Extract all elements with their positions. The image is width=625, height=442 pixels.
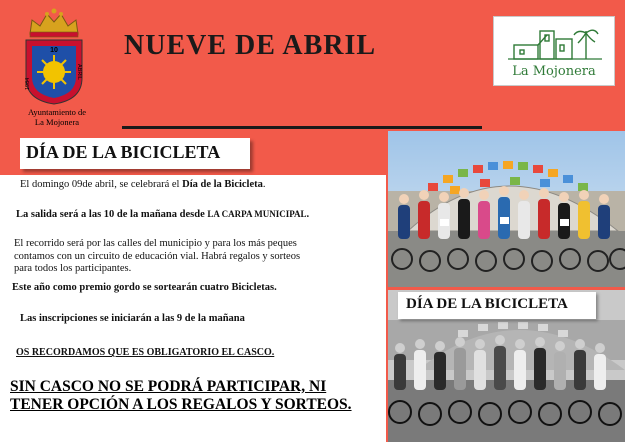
event-date-text: El domingo 09de abril, se celebrará el	[20, 179, 183, 190]
event-name-bold: Día de la Bicicleta	[182, 179, 263, 190]
municipality-logo	[493, 16, 615, 86]
event-date-suffix: .	[262, 179, 266, 190]
event-title: DÍA DE LA BICICLETA	[20, 138, 250, 169]
registration-paragraph: Las inscripciones se iniciarán a las 9 de la mañana	[20, 313, 245, 324]
municipality-name: La Mojonera	[512, 64, 596, 79]
color-photo-cyclists	[388, 131, 625, 287]
start-time-suffix: .	[306, 209, 310, 220]
route-line-1: El recorrido será por las calles del municipio y para los más peques	[14, 238, 297, 249]
start-time-paragraph	[16, 208, 309, 221]
crest-caption-line-2: La Mojonera	[34, 117, 80, 127]
start-location: LA CARPA MUNICIPAL	[207, 209, 307, 219]
crest-number: 10	[50, 47, 58, 54]
crest-caption	[14, 107, 100, 127]
helmet-warning-line-2: TENER OPCIÓN A LOS REGALOS Y SORTEOS.	[10, 396, 352, 413]
helmet-warning-line-1: SIN CASCO NO SE PODRÁ PARTICIPAR, NI	[10, 378, 327, 395]
bw-photo-label: DÍA DE LA BICICLETA	[398, 292, 596, 319]
route-line-2: contamos con un circuito de educación vial. Habrá regalos y sorteos	[14, 250, 301, 262]
helmet-warning	[10, 378, 352, 414]
prize-paragraph: Este año como premio gordo se sortearán cuatro Bicicletas.	[12, 282, 277, 293]
start-time-text: La salida será a las 10 de la mañana desde	[16, 209, 208, 220]
page-headline: NUEVE DE ABRIL	[124, 30, 377, 61]
route-line-3: para todos los participantes.	[14, 263, 132, 274]
event-date-paragraph	[20, 178, 266, 191]
crest-logo	[20, 8, 88, 106]
route-paragraph	[14, 238, 300, 276]
headline-divider	[122, 126, 482, 129]
crest-month: ABRIL	[76, 64, 82, 80]
crest-year: 1984	[25, 77, 31, 90]
crest-caption-line-1: Ayuntamiento de	[28, 107, 86, 117]
helmet-reminder: OS RECORDAMOS QUE ES OBLIGATORIO EL CASCO.	[16, 347, 275, 358]
